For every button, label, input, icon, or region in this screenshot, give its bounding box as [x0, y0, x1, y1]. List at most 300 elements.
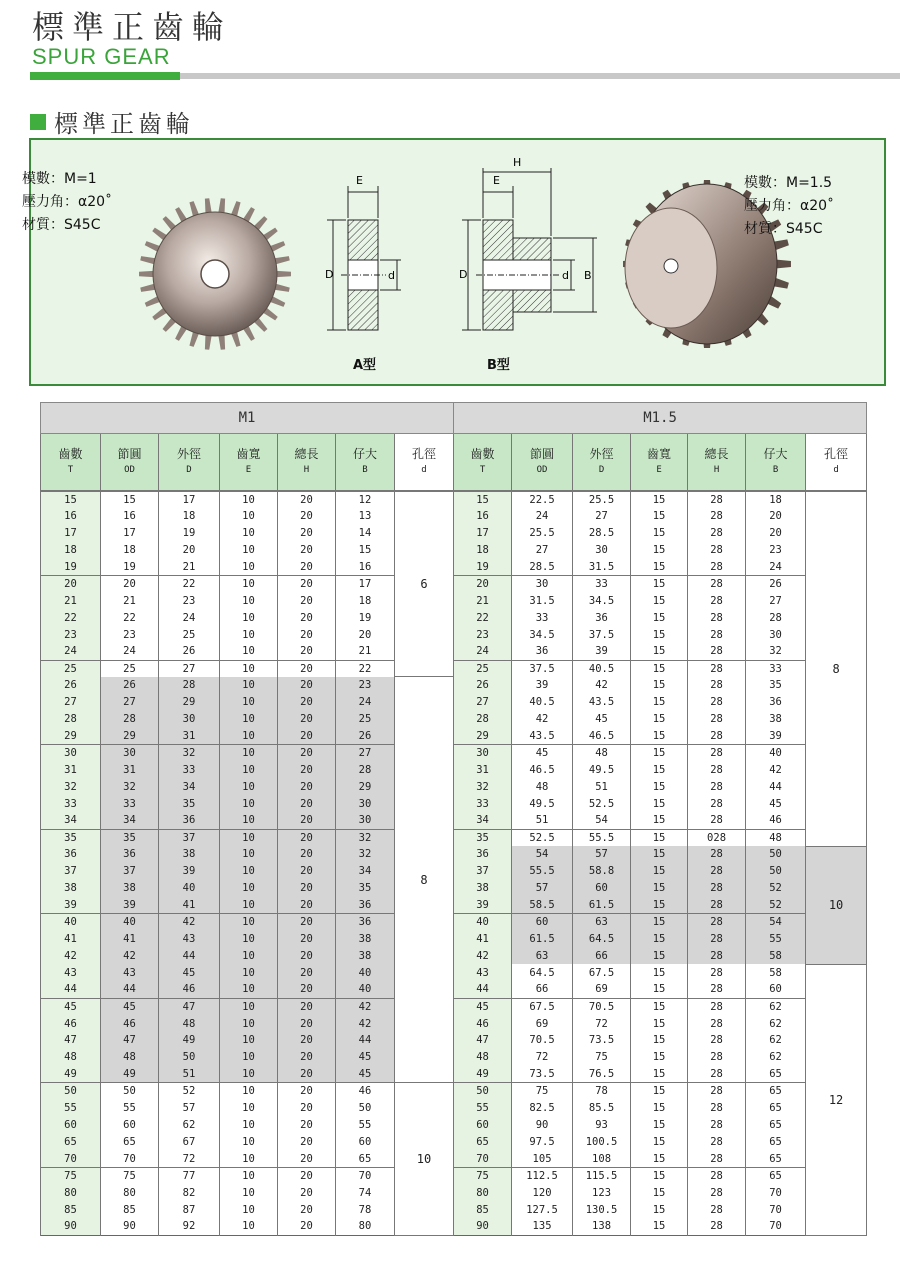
table-cell: 90	[512, 1117, 573, 1134]
table-cell: 28	[688, 981, 746, 998]
table-cell: 28	[688, 711, 746, 728]
table-cell: 60	[512, 914, 573, 931]
table-cell: 37	[454, 863, 512, 880]
table-cell: 60	[746, 981, 806, 998]
table-cell: 75	[101, 1167, 159, 1184]
table-cell: 66	[512, 981, 573, 998]
table-cell: 15	[631, 1167, 688, 1184]
table-row	[41, 1184, 867, 1201]
table-cell: 45	[454, 998, 512, 1015]
table-cell: 75	[573, 1049, 631, 1066]
table-cell: 66	[573, 947, 631, 964]
table-cell: 72	[512, 1049, 573, 1066]
table-row	[41, 1133, 867, 1150]
table-row	[41, 795, 867, 812]
table-cell: 42	[573, 677, 631, 694]
table-cell: 10	[220, 1015, 278, 1032]
column-header	[688, 434, 746, 492]
table-cell: 28	[688, 1117, 746, 1134]
column-header-label: 總長	[294, 447, 319, 461]
module-m15-header: M1.5	[454, 403, 867, 434]
table-cell: 41	[41, 931, 101, 948]
table-cell: 25.5	[512, 525, 573, 542]
table-cell: 44	[101, 981, 159, 998]
table-cell: 21	[101, 592, 159, 609]
table-cell: 65	[746, 1133, 806, 1150]
table-cell: 30	[512, 576, 573, 593]
table-row	[41, 728, 867, 745]
table-row	[41, 863, 867, 880]
column-header-label: 仔大	[763, 447, 788, 461]
table-cell: 10	[220, 1218, 278, 1236]
table-cell: 15	[631, 1100, 688, 1117]
table-cell: 24	[159, 609, 220, 626]
table-cell: 28	[688, 609, 746, 626]
column-header	[806, 434, 867, 492]
table-cell: 35	[41, 829, 101, 846]
table-cell: 18	[159, 508, 220, 525]
table-cell: 10	[220, 745, 278, 762]
table-cell: 22	[454, 609, 512, 626]
table-cell: 19	[101, 559, 159, 576]
table-cell: 65	[746, 1083, 806, 1100]
section-heading	[30, 104, 194, 139]
table-cell: 40	[41, 914, 101, 931]
table-cell: 33	[41, 795, 101, 812]
table-cell: 30	[746, 626, 806, 643]
table-cell: 24	[454, 643, 512, 660]
table-cell: 35	[746, 677, 806, 694]
table-cell: 20	[278, 1167, 336, 1184]
table-cell: 40.5	[573, 660, 631, 677]
table-cell: 64.5	[573, 931, 631, 948]
table-cell: 15	[631, 1066, 688, 1083]
table-cell: 20	[278, 998, 336, 1015]
table-cell: 30	[159, 711, 220, 728]
table-cell: 22	[101, 609, 159, 626]
table-row	[41, 1049, 867, 1066]
table-row	[41, 931, 867, 948]
table-cell: 45	[41, 998, 101, 1015]
table-cell: 42	[336, 998, 395, 1015]
table-cell: 46	[159, 981, 220, 998]
table-cell: 39	[159, 863, 220, 880]
table-cell: 90	[454, 1218, 512, 1236]
table-cell: 15	[631, 694, 688, 711]
section-title: 標準正齒輪	[54, 110, 194, 138]
table-cell: 36	[101, 846, 159, 863]
table-cell: 32	[101, 778, 159, 795]
table-cell: 62	[159, 1117, 220, 1134]
table-cell: 43	[41, 964, 101, 981]
table-row	[41, 525, 867, 542]
table-cell: 41	[101, 931, 159, 948]
table-row	[41, 1201, 867, 1218]
table-cell: 75	[41, 1167, 101, 1184]
table-cell: 67.5	[573, 964, 631, 981]
table-cell: 54	[512, 846, 573, 863]
table-cell: 75	[512, 1083, 573, 1100]
table-cell: 65	[746, 1100, 806, 1117]
table-cell: 32	[746, 643, 806, 660]
table-cell: 138	[573, 1218, 631, 1236]
type-a-drawing	[327, 186, 401, 330]
table-cell: 20	[278, 626, 336, 643]
dim-e-label-a: E	[356, 174, 363, 187]
table-cell: 22	[336, 660, 395, 677]
table-cell: 40	[336, 981, 395, 998]
column-header-symbol: H	[713, 465, 720, 475]
table-cell: 38	[336, 947, 395, 964]
table-cell: 28	[688, 931, 746, 948]
spec-m15	[744, 172, 834, 241]
table-cell: 65	[101, 1133, 159, 1150]
table-cell: 27	[159, 660, 220, 677]
dim-d-label-b: D	[459, 268, 468, 281]
table-cell: 34.5	[573, 592, 631, 609]
table-cell: 31	[159, 728, 220, 745]
table-cell: 28	[688, 762, 746, 779]
table-cell: 65	[746, 1117, 806, 1134]
table-cell: 72	[573, 1015, 631, 1032]
table-cell: 10	[220, 914, 278, 931]
table-cell: 48	[746, 829, 806, 846]
table-cell: 28	[688, 592, 746, 609]
table-cell: 25	[336, 711, 395, 728]
spec-material: 材質：S45C	[22, 217, 101, 233]
table-cell: 20	[278, 525, 336, 542]
table-cell: 20	[278, 1218, 336, 1236]
table-cell: 15	[631, 508, 688, 525]
table-body	[41, 491, 867, 1236]
table-cell: 16	[336, 559, 395, 576]
column-header-symbol: T	[479, 465, 486, 475]
table-cell: 10	[220, 660, 278, 677]
table-cell: 16	[101, 508, 159, 525]
table-cell: 15	[41, 491, 101, 508]
table-cell: 54	[573, 812, 631, 829]
table-cell: 34.5	[512, 626, 573, 643]
table-cell: 15	[631, 1201, 688, 1218]
table-cell: 37	[41, 863, 101, 880]
table-cell: 10	[220, 491, 278, 508]
column-header-symbol: D	[186, 465, 192, 475]
table-cell: 63	[573, 914, 631, 931]
table-cell: 13	[336, 508, 395, 525]
table-cell: 49	[41, 1066, 101, 1083]
table-cell: 10	[220, 1049, 278, 1066]
table-cell: 39	[101, 897, 159, 914]
table-cell: 20	[746, 525, 806, 542]
table-cell: 69	[573, 981, 631, 998]
bore-cell: 8	[395, 677, 454, 1083]
bore-cell: 6	[395, 491, 454, 677]
table-cell: 47	[41, 1032, 101, 1049]
table-cell: 46	[336, 1083, 395, 1100]
table-cell: 28	[688, 1100, 746, 1117]
table-cell: 32	[159, 745, 220, 762]
table-cell: 76.5	[573, 1066, 631, 1083]
table-cell: 28	[688, 1032, 746, 1049]
dim-e-label-b: E	[493, 174, 500, 187]
table-cell: 15	[631, 592, 688, 609]
table-cell: 10	[220, 1201, 278, 1218]
column-header	[631, 434, 688, 492]
bore-cell: 10	[806, 846, 867, 964]
table-cell: 65	[746, 1066, 806, 1083]
table-cell: 38	[159, 846, 220, 863]
table-cell: 49	[159, 1032, 220, 1049]
table-cell: 29	[454, 728, 512, 745]
table-cell: 15	[631, 626, 688, 643]
table-cell: 57	[159, 1100, 220, 1117]
table-cell: 10	[220, 1083, 278, 1100]
table-cell: 55.5	[573, 829, 631, 846]
table-cell: 48	[101, 1049, 159, 1066]
table-cell: 45	[159, 964, 220, 981]
table-cell: 70	[746, 1184, 806, 1201]
table-cell: 44	[336, 1032, 395, 1049]
table-cell: 32	[336, 846, 395, 863]
table-cell: 21	[454, 592, 512, 609]
table-cell: 42	[746, 762, 806, 779]
table-cell: 65	[454, 1133, 512, 1150]
table-cell: 20	[278, 1083, 336, 1100]
table-cell: 10	[220, 964, 278, 981]
table-row	[41, 947, 867, 964]
table-cell: 37.5	[512, 660, 573, 677]
spec-table	[40, 402, 867, 1236]
table-cell: 23	[454, 626, 512, 643]
table-cell: 61.5	[573, 897, 631, 914]
table-cell: 10	[220, 711, 278, 728]
table-cell: 30	[41, 745, 101, 762]
table-cell: 37.5	[573, 626, 631, 643]
table-cell: 15	[631, 677, 688, 694]
table-cell: 20	[278, 981, 336, 998]
table-cell: 10	[220, 525, 278, 542]
table-cell: 23	[159, 592, 220, 609]
table-cell: 61.5	[512, 931, 573, 948]
table-cell: 20	[278, 1032, 336, 1049]
table-cell: 42	[159, 914, 220, 931]
table-cell: 45	[512, 745, 573, 762]
table-row	[41, 711, 867, 728]
table-cell: 26	[41, 677, 101, 694]
column-header-symbol: H	[303, 465, 310, 475]
table-cell: 31	[101, 762, 159, 779]
table-cell: 60	[336, 1133, 395, 1150]
table-cell: 28	[688, 559, 746, 576]
table-cell: 24	[101, 643, 159, 660]
table-cell: 31	[454, 762, 512, 779]
table-cell: 26	[454, 677, 512, 694]
table-cell: 23	[101, 626, 159, 643]
table-row	[41, 745, 867, 762]
table-cell: 18	[746, 491, 806, 508]
table-cell: 10	[220, 1117, 278, 1134]
table-cell: 32	[41, 778, 101, 795]
table-cell: 27	[336, 745, 395, 762]
table-cell: 10	[220, 542, 278, 559]
table-row	[41, 491, 867, 508]
table-row	[41, 1083, 867, 1100]
column-header-label: 節圓	[117, 447, 142, 461]
table-cell: 58.8	[573, 863, 631, 880]
table-cell: 10	[220, 643, 278, 660]
table-cell: 60	[101, 1117, 159, 1134]
page-title: 標準正齒輪	[32, 8, 233, 46]
table-cell: 47	[159, 998, 220, 1015]
table-cell: 34	[41, 812, 101, 829]
table-cell: 35	[101, 829, 159, 846]
table-cell: 20	[278, 491, 336, 508]
spec-module: 模數：M=1	[22, 171, 97, 187]
table-cell: 49	[454, 1066, 512, 1083]
table-cell: 28	[688, 1167, 746, 1184]
table-cell: 34	[454, 812, 512, 829]
table-cell: 20	[278, 694, 336, 711]
dim-h-label: H	[513, 156, 522, 169]
table-cell: 49.5	[512, 795, 573, 812]
table-cell: 26	[336, 728, 395, 745]
table-cell: 15	[631, 846, 688, 863]
table-cell: 28	[688, 745, 746, 762]
table-cell: 40	[336, 964, 395, 981]
table-cell: 15	[631, 947, 688, 964]
table-cell: 28	[688, 914, 746, 931]
table-cell: 10	[220, 508, 278, 525]
table-cell: 10	[220, 880, 278, 897]
table-cell: 97.5	[512, 1133, 573, 1150]
table-cell: 33	[454, 795, 512, 812]
type-b-drawing	[462, 168, 597, 330]
table-cell: 46	[454, 1015, 512, 1032]
table-cell: 20	[278, 1184, 336, 1201]
column-header-symbol: B	[362, 465, 368, 475]
table-cell: 15	[631, 1049, 688, 1066]
table-cell: 10	[220, 846, 278, 863]
table-row	[41, 592, 867, 609]
table-cell: 20	[278, 508, 336, 525]
column-header-row	[41, 434, 867, 492]
table-cell: 15	[631, 1117, 688, 1134]
table-row	[41, 964, 867, 981]
table-cell: 44	[159, 947, 220, 964]
spec-module: 模數：M=1.5	[744, 175, 833, 191]
table-cell: 28	[688, 576, 746, 593]
table-cell: 31.5	[512, 592, 573, 609]
table-cell: 20	[278, 1201, 336, 1218]
table-cell: 34	[101, 812, 159, 829]
table-cell: 26	[746, 576, 806, 593]
column-header-label: 孔徑	[412, 447, 437, 461]
table-cell: 87	[159, 1201, 220, 1218]
table-cell: 32	[336, 829, 395, 846]
table-cell: 27	[101, 694, 159, 711]
table-cell: 37	[101, 863, 159, 880]
table-cell: 74	[336, 1184, 395, 1201]
table-cell: 18	[41, 542, 101, 559]
table-cell: 28	[688, 846, 746, 863]
table-cell: 70	[101, 1150, 159, 1167]
table-cell: 67	[159, 1133, 220, 1150]
table-cell: 28	[688, 1049, 746, 1066]
table-cell: 10	[220, 947, 278, 964]
table-cell: 19	[159, 525, 220, 542]
table-cell: 64.5	[512, 964, 573, 981]
table-cell: 35	[336, 880, 395, 897]
table-cell: 15	[631, 880, 688, 897]
table-row	[41, 812, 867, 829]
table-cell: 46	[41, 1015, 101, 1032]
table-cell: 80	[41, 1184, 101, 1201]
table-cell: 42	[454, 947, 512, 964]
table-cell: 15	[631, 964, 688, 981]
table-cell: 47	[101, 1032, 159, 1049]
table-cell: 20	[278, 778, 336, 795]
table-cell: 20	[278, 1015, 336, 1032]
table-cell: 15	[631, 660, 688, 677]
table-cell: 20	[278, 542, 336, 559]
table-cell: 46	[101, 1015, 159, 1032]
column-header	[41, 434, 101, 492]
table-cell: 28	[688, 1015, 746, 1032]
bore-cell: 10	[395, 1083, 454, 1236]
table-cell: 54	[746, 914, 806, 931]
table-cell: 19	[336, 609, 395, 626]
table-cell: 52.5	[512, 829, 573, 846]
table-cell: 38	[101, 880, 159, 897]
table-cell: 30	[454, 745, 512, 762]
table-cell: 90	[41, 1218, 101, 1236]
table-cell: 23	[41, 626, 101, 643]
table-cell: 31	[41, 762, 101, 779]
table-cell: 60	[454, 1117, 512, 1134]
table-cell: 65	[746, 1167, 806, 1184]
table-cell: 27	[746, 592, 806, 609]
table-cell: 44	[454, 981, 512, 998]
table-cell: 55.5	[512, 863, 573, 880]
table-cell: 28	[688, 964, 746, 981]
table-cell: 123	[573, 1184, 631, 1201]
table-cell: 20	[278, 931, 336, 948]
title-underline	[180, 73, 900, 79]
table-cell: 10	[220, 863, 278, 880]
table-cell: 57	[573, 846, 631, 863]
table-cell: 15	[631, 643, 688, 660]
table-row	[41, 1066, 867, 1083]
table-cell: 44	[746, 778, 806, 795]
table-cell: 50	[746, 863, 806, 880]
table-cell: 028	[688, 829, 746, 846]
table-cell: 30	[573, 542, 631, 559]
table-row	[41, 576, 867, 593]
table-cell: 26	[159, 643, 220, 660]
column-header-label: 節圓	[530, 447, 555, 461]
table-cell: 78	[573, 1083, 631, 1100]
dim-b-label: B	[584, 269, 592, 282]
table-cell: 45	[101, 998, 159, 1015]
table-cell: 33	[746, 660, 806, 677]
column-header-symbol: E	[245, 465, 252, 475]
table-cell: 28	[688, 728, 746, 745]
table-cell: 28	[688, 1066, 746, 1083]
table-cell: 20	[159, 542, 220, 559]
table-cell: 20	[278, 1117, 336, 1134]
table-cell: 15	[631, 1218, 688, 1236]
table-cell: 28	[688, 1083, 746, 1100]
